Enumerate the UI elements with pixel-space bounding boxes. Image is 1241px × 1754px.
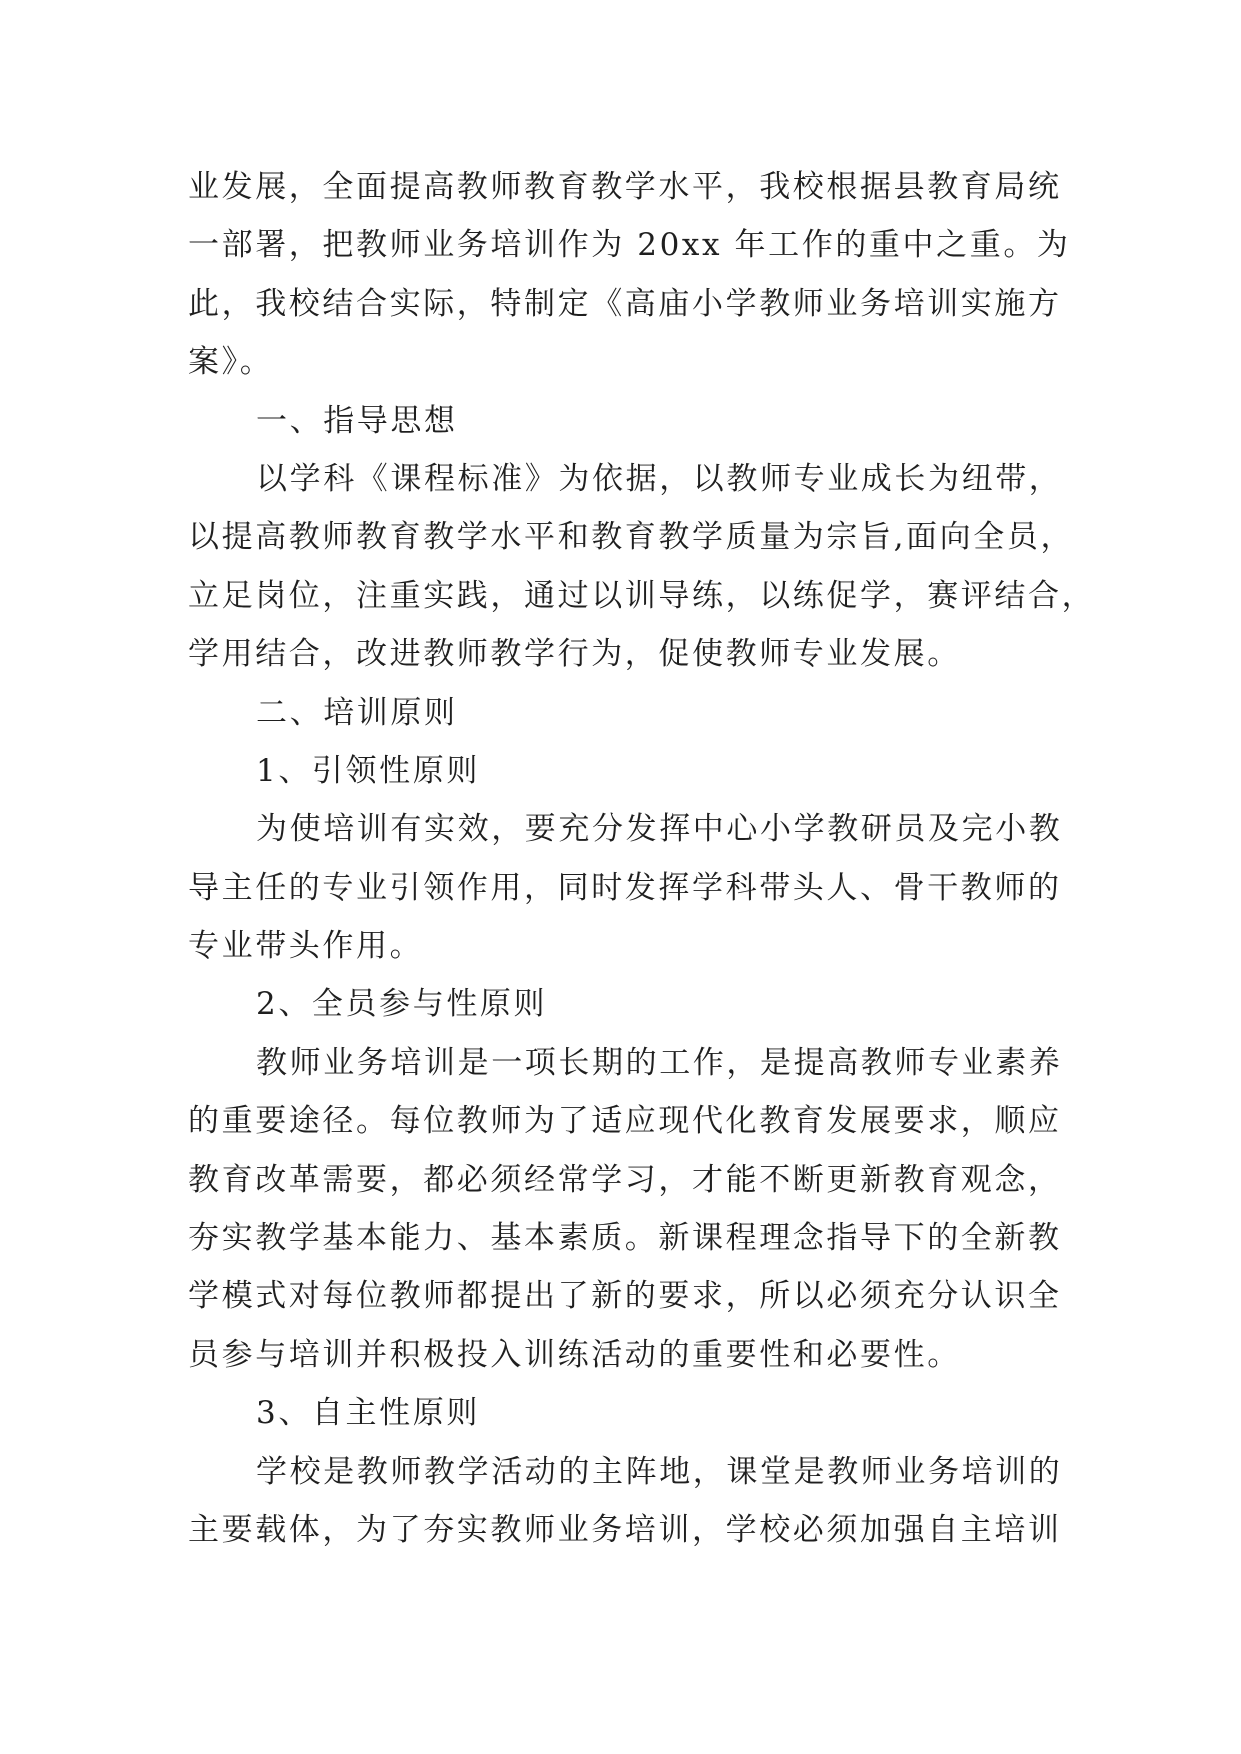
- body-line: 夯实教学基本能力、基本素质。新课程理念指导下的全新教: [188, 1220, 1062, 1257]
- body-line: 为使培训有实效，要充分发挥中心小学教研员及完小教: [256, 811, 1063, 848]
- body-line: 以提高教师教育教学水平和教育教学质量为宗旨,面向全员，: [188, 519, 1075, 556]
- subsection-heading: 1、引领性原则: [256, 752, 480, 789]
- body-line: 员参与培训并积极投入训练活动的重要性和必要性。: [188, 1336, 961, 1373]
- body-line: 此，我校结合实际，特制定《高庙小学教师业务培训实施方: [188, 285, 1062, 322]
- body-line: 一部署，把教师业务培训作为 20xx 年工作的重中之重。为: [188, 227, 1071, 264]
- body-line: 学用结合，改进教师教学行为，促使教师专业发展。: [188, 636, 961, 673]
- section-heading: 一、指导思想: [256, 402, 458, 439]
- body-line: 学校是教师教学活动的主阵地，课堂是教师业务培训的: [256, 1453, 1063, 1490]
- subsection-heading: 2、全员参与性原则: [256, 986, 548, 1023]
- body-line: 教师业务培训是一项长期的工作，是提高教师专业素养: [256, 1044, 1063, 1081]
- body-line: 专业带头作用。: [188, 928, 424, 965]
- subsection-heading: 3、自主性原则: [256, 1395, 480, 1432]
- document-body: [188, 158, 1096, 1559]
- body-line: 学模式对每位教师都提出了新的要求，所以必须充分认识全: [188, 1278, 1062, 1315]
- body-line: 案》。: [188, 344, 274, 381]
- body-line: 主要载体，为了夯实教师业务培训，学校必须加强自主培训: [188, 1511, 1062, 1548]
- section-heading: 二、培训原则: [256, 694, 458, 731]
- body-line: 立足岗位，注重实践，通过以训导练，以练促学，赛评结合，: [188, 577, 1096, 614]
- body-line: 以学科《课程标准》为依据，以教师专业成长为纽带，: [256, 460, 1063, 497]
- body-line: 导主任的专业引领作用，同时发挥学科带头人、骨干教师的: [188, 869, 1062, 906]
- body-line: 的重要途径。每位教师为了适应现代化教育发展要求，顺应: [188, 1103, 1062, 1140]
- body-line: 业发展，全面提高教师教育教学水平，我校根据县教育局统: [188, 169, 1062, 205]
- body-line: 教育改革需要，都必须经常学习，才能不断更新教育观念，: [188, 1161, 1062, 1198]
